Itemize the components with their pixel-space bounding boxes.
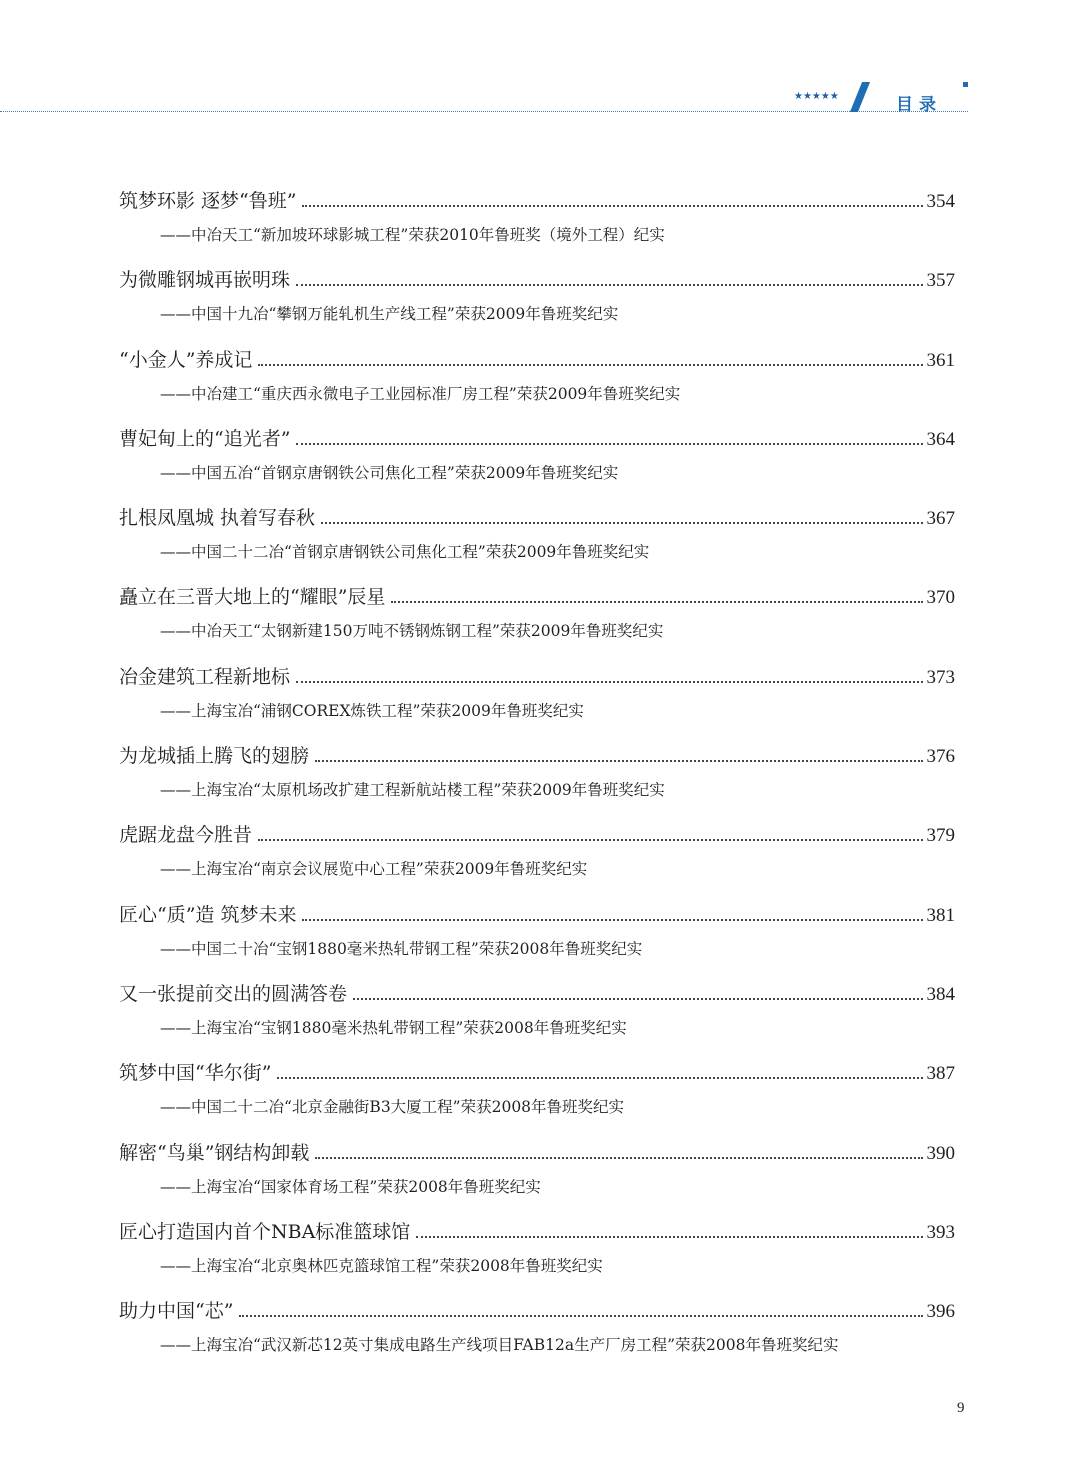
toc-entry[interactable] bbox=[119, 979, 955, 1058]
toc-entry[interactable] bbox=[119, 1058, 955, 1137]
toc-entry[interactable] bbox=[119, 820, 955, 899]
dot-leader bbox=[296, 442, 922, 445]
toc-entry-page: 357 bbox=[926, 270, 955, 292]
toc-entry-title: 曹妃甸上的“追光者” bbox=[119, 427, 291, 450]
toc-entry-page: 396 bbox=[926, 1301, 955, 1323]
toc-entry-page: 381 bbox=[926, 904, 955, 926]
toc-entry-page: 364 bbox=[926, 428, 955, 450]
toc-entry-subtitle: ——上海宝冶“宝钢1880毫米热轧带钢工程”荣获2008年鲁班奖纪实 bbox=[160, 1018, 627, 1037]
toc-entry[interactable] bbox=[119, 503, 955, 582]
toc-entry-title: 冶金建筑工程新地标 bbox=[119, 665, 291, 688]
toc-entry-title: 助力中国“芯” bbox=[119, 1300, 234, 1323]
toc-entry-page: 367 bbox=[926, 508, 955, 530]
table-of-contents bbox=[119, 186, 955, 1375]
toc-entry-title: 矗立在三晋大地上的“耀眼”辰星 bbox=[119, 586, 386, 609]
toc-entry-title: “小金人”养成记 bbox=[119, 348, 253, 371]
toc-entry[interactable] bbox=[119, 186, 955, 265]
toc-entry-subtitle: ——中冶天工“新加坡环球影城工程”荣获2010年鲁班奖（境外工程）纪实 bbox=[160, 226, 665, 244]
toc-entry-title: 匠心“质”造 筑梦未来 bbox=[119, 903, 297, 926]
toc-entry-subtitle: ——上海宝冶“浦钢COREX炼铁工程”荣获2009年鲁班奖纪实 bbox=[160, 701, 584, 720]
toc-entry-page: 384 bbox=[926, 983, 955, 1005]
toc-entry-page: 390 bbox=[926, 1142, 955, 1164]
toc-entry[interactable] bbox=[119, 900, 955, 979]
toc-entry[interactable] bbox=[119, 1217, 955, 1296]
toc-entry-page: 376 bbox=[926, 746, 955, 768]
header-dotted-rule bbox=[0, 111, 968, 112]
section-title: 目录 bbox=[896, 95, 942, 115]
page-number: 9 bbox=[957, 1400, 965, 1416]
dot-leader bbox=[321, 521, 922, 524]
toc-entry-subtitle: ——中国十九冶“攀钢万能轧机生产线工程”荣获2009年鲁班奖纪实 bbox=[160, 305, 619, 324]
toc-entry-subtitle: ——上海宝冶“南京会议展览中心工程”荣获2009年鲁班奖纪实 bbox=[160, 860, 588, 879]
toc-entry-page: 387 bbox=[926, 1063, 955, 1085]
toc-entry-subtitle: ——上海宝冶“国家体育场工程”荣获2008年鲁班奖纪实 bbox=[160, 1177, 541, 1196]
toc-entry-page: 361 bbox=[926, 349, 955, 371]
toc-entry[interactable] bbox=[119, 662, 955, 741]
dot-leader bbox=[302, 204, 922, 207]
toc-entry-title: 筑梦环影 逐梦“鲁班” bbox=[119, 190, 297, 212]
header-rule-endcap bbox=[963, 82, 968, 87]
toc-entry-page: 370 bbox=[926, 587, 955, 609]
toc-entry[interactable] bbox=[119, 582, 955, 661]
toc-entry-subtitle: ——中冶建工“重庆西永微电子工业园标准厂房工程”荣获2009年鲁班奖纪实 bbox=[160, 384, 681, 403]
toc-entry[interactable] bbox=[119, 1138, 955, 1217]
toc-entry-page: 373 bbox=[926, 666, 955, 688]
dot-leader bbox=[296, 283, 922, 286]
toc-entry[interactable] bbox=[119, 741, 955, 820]
toc-entry-title: 为微雕钢城再嵌明珠 bbox=[119, 269, 291, 292]
toc-entry-title: 筑梦中国“华尔街” bbox=[119, 1062, 272, 1085]
toc-entry-page: 379 bbox=[926, 825, 955, 847]
toc-entry-title: 虎踞龙盘今胜昔 bbox=[119, 824, 253, 847]
dot-leader bbox=[353, 997, 922, 1000]
toc-entry-subtitle: ——上海宝冶“武汉新芯12英寸集成电路生产线项目FAB12a生产厂房工程”荣获2008年鲁班奖纪实 bbox=[160, 1336, 839, 1355]
dot-leader bbox=[391, 600, 922, 603]
dot-leader bbox=[258, 838, 922, 841]
toc-entry-subtitle: ——中国二十二冶“北京金融街B3大厦工程”荣获2008年鲁班奖纪实 bbox=[160, 1098, 625, 1117]
toc-entry-page: 393 bbox=[926, 1221, 955, 1243]
toc-entry-title: 扎根凤凰城 执着写春秋 bbox=[119, 507, 316, 530]
toc-entry[interactable] bbox=[119, 345, 955, 424]
toc-entry-page: 354 bbox=[926, 191, 955, 212]
toc-entry-title: 解密“鸟巢”钢结构卸载 bbox=[119, 1141, 310, 1164]
toc-entry-subtitle: ——中国二十冶“宝钢1880毫米热轧带钢工程”荣获2008年鲁班奖纪实 bbox=[160, 939, 643, 958]
toc-entry-title: 为龙城插上腾飞的翅膀 bbox=[119, 745, 310, 768]
toc-entry[interactable] bbox=[119, 424, 955, 503]
toc-entry-subtitle: ——中冶天工“太钢新建150万吨不锈钢炼钢工程”荣获2009年鲁班奖纪实 bbox=[160, 622, 664, 641]
dot-leader bbox=[302, 918, 922, 921]
toc-entry[interactable] bbox=[119, 1296, 955, 1375]
dot-leader bbox=[277, 1076, 922, 1079]
dot-leader bbox=[239, 1314, 922, 1317]
toc-entry-subtitle: ——上海宝冶“北京奥林匹克篮球馆工程”荣获2008年鲁班奖纪实 bbox=[160, 1256, 603, 1275]
toc-entry-title: 匠心打造国内首个NBA标准篮球馆 bbox=[119, 1220, 411, 1243]
toc-entry-subtitle: ——中国五冶“首钢京唐钢铁公司焦化工程”荣获2009年鲁班奖纪实 bbox=[160, 463, 619, 482]
dot-leader bbox=[315, 1156, 922, 1159]
toc-entry-title: 又一张提前交出的圆满答卷 bbox=[119, 982, 348, 1005]
toc-entry-subtitle: ——上海宝冶“太原机场改扩建工程新航站楼工程”荣获2009年鲁班奖纪实 bbox=[160, 781, 665, 800]
dot-leader bbox=[258, 363, 922, 366]
toc-entry[interactable] bbox=[119, 265, 955, 344]
dot-leader bbox=[315, 759, 922, 762]
header-slash-icon bbox=[850, 82, 870, 112]
toc-entry-subtitle: ——中国二十二冶“首钢京唐钢铁公司焦化工程”荣获2009年鲁班奖纪实 bbox=[160, 543, 650, 562]
dot-leader bbox=[416, 1235, 922, 1238]
dot-leader bbox=[296, 680, 922, 683]
star-rating-icon: ★★★★★ bbox=[794, 91, 839, 102]
